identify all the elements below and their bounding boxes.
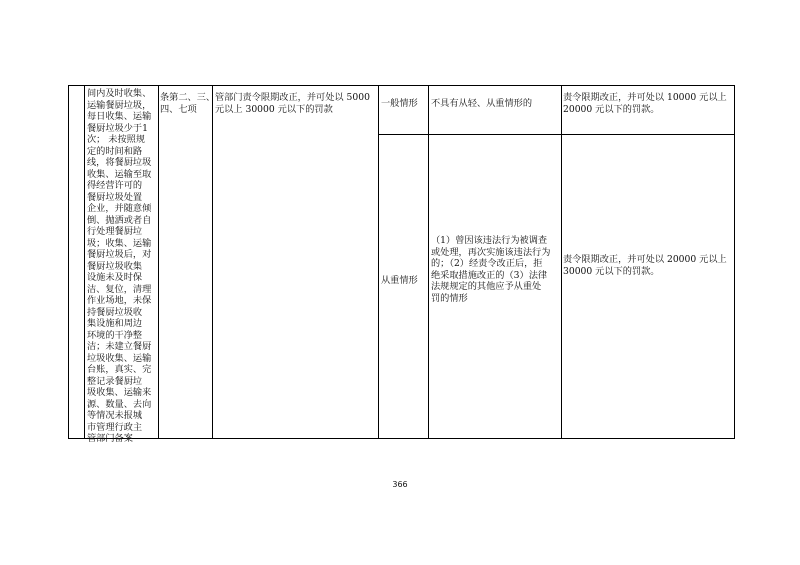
penalty-provision-cell: 管部门责令限期改正，并可处以 5000 元以上 30000 元以下的罚款 bbox=[215, 92, 370, 115]
page-number: 366 bbox=[392, 480, 408, 489]
column-divider bbox=[428, 85, 429, 439]
column-divider bbox=[84, 85, 85, 439]
table-right-border bbox=[734, 85, 735, 439]
row-divider bbox=[378, 134, 735, 135]
circumstance-level-aggravated: 从重情形 bbox=[381, 275, 418, 286]
circumstance-condition-aggravated: （1）曾因该违法行为被调查 或处理，再次实施该违法行为 的；（2）经责令改正后，拒 绝采取措施改正的（3）法律 法规规定的其他应予从重处 罚的情形 bbox=[431, 235, 551, 304]
legal-basis-cell: 条第二、三、 四、七项 bbox=[160, 92, 216, 115]
circumstance-condition-general: 不具有从轻、从重情形的 bbox=[431, 98, 533, 109]
table-top-border bbox=[68, 85, 735, 86]
column-divider bbox=[158, 85, 159, 439]
penalty-standard-general: 责令限期改正，并可处以 10000 元以上 20000 元以下的罚款。 bbox=[563, 92, 727, 115]
table-bottom-border bbox=[68, 438, 735, 439]
penalty-standard-aggravated: 责令限期改正，并可处以 20000 元以上 30000 元以下的罚款。 bbox=[563, 254, 727, 277]
circumstance-level-general: 一般情形 bbox=[381, 98, 418, 109]
column-divider bbox=[561, 85, 562, 439]
table-left-border bbox=[68, 85, 69, 439]
violation-behavior-cell: 间内及时收集、 运输餐厨垃圾， 每日收集、运输 餐厨垃圾少于1 次； 未按照规 定的时间和路 线，将餐厨垃圾 收集、运输至取 得经营许可的 餐厨垃圾处置 企业，并随意倾 倒、抛洒或者自 行处理餐厨垃 圾；收集、运输 餐厨垃圾后，对 餐厨垃圾收集 设施未及时保 洁、复位，清理 作业场地，未保 持餐厨垃圾收 集设施和周边 环境的干净整 洁；未建立餐厨 垃圾收集、运输 台账，真实、完 整记录餐厨垃 圾收集、运输来 源、数量、去向 等情况未报城 市管理行政主 管部门备案 bbox=[87, 88, 152, 444]
column-divider bbox=[378, 85, 379, 439]
column-divider bbox=[212, 85, 213, 439]
